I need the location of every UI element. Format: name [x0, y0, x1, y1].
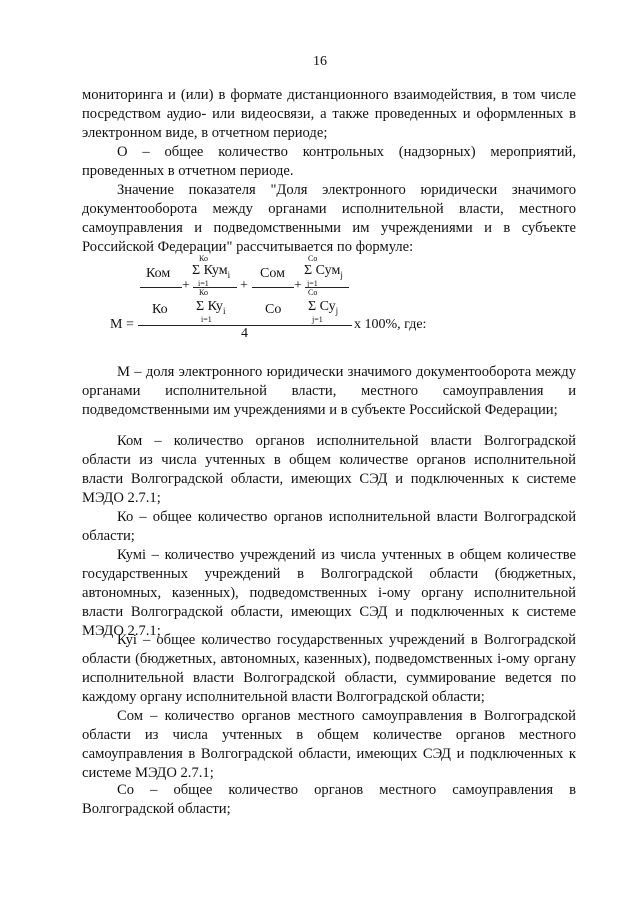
- formula-limit-lower-i: i=1: [198, 279, 209, 288]
- formula-plus: +: [182, 278, 190, 293]
- definition-ko: Ко – общее количество органов исполнительной власти Волгоградской области;: [82, 509, 576, 544]
- formula-plus: +: [240, 278, 248, 293]
- page-number: 16: [313, 54, 327, 69]
- definition-m: М – доля электронного юридически значимого документооборота между органами исполнительной власти, местного самоуправления и подведомственными им учреждениями и в субъекте Российской Федерации;: [82, 364, 576, 418]
- formula-limit-lower-j: j=1: [312, 315, 323, 324]
- definition-kum: Кумi – количество учреждений из числа учтенных в общем количестве государственных учреждений в Волгоградской области (бюджетных, автономных, казенных), подведомственных i-ому органу исполнительной власти Волгоградской области, имеющих СЭД и подключенных к системе МЭДО 2.7.1;: [82, 547, 576, 639]
- definition-kom: Ком – количество органов исполнительной власти Волгоградской области из числа учтенных в общем количестве органов исполнительной власти Волгоградской области, имеющих СЭД и подключенных к системе МЭДО 2.7.1;: [82, 433, 576, 506]
- definition-som: Сом – количество органов местного самоуправления в Волгоградской области из числа учтенных в общем количестве органов местного самоуправления в Волгоградской области, имеющих СЭД и подключенных к системе МЭДО 2.7.1;: [82, 708, 576, 781]
- formula-ko: Ко: [152, 302, 168, 317]
- formula-limit-upper-ko: Ко: [199, 288, 208, 297]
- fraction-bar-som: [252, 287, 294, 288]
- formula-plus: +: [294, 278, 302, 293]
- formula-tail: x 100%, где:: [354, 317, 427, 332]
- definition-so: Со – общее количество органов местного самоуправления в Волгоградской области;: [82, 782, 576, 817]
- formula-lhs: M =: [110, 317, 134, 332]
- paragraph-indicator-intro: Значение показателя "Доля электронного юридически значимого документооборота между органами исполнительной власти, местного самоуправления и подведомственными им учреждениями и в субъекте Российской Федерации" рассчитывается по формуле:: [82, 182, 576, 255]
- fraction-bar-kom: [140, 287, 182, 288]
- formula-so: Со: [265, 302, 282, 317]
- formula-sum-sum: Σ Сум$_j$: [304, 263, 343, 280]
- formula: [100, 254, 580, 344]
- definition-ku: Куi – общее количество государственных учреждений в Волгоградской области (бюджетных, автономных, казенных), подведомственных i-ому органу исполнительной власти Волгоградской области, суммирование ведется по каждому органу исполнительной власти Волгоградской области;: [82, 632, 576, 705]
- formula-limit-upper-ko: Ко: [199, 254, 208, 263]
- formula-kom: Ком: [146, 266, 171, 281]
- formula-limit-lower-j: j=1: [307, 279, 318, 288]
- paragraph-o-definition: О – общее количество контрольных (надзорных) мероприятий, проведенных в отчетном периоде.: [82, 144, 576, 179]
- formula-limit-upper-so: Со: [308, 254, 318, 263]
- formula-sum-su: Σ $Су_j$: [308, 299, 339, 316]
- formula-som: Сом: [260, 266, 285, 281]
- formula-limit-lower-i: i=1: [201, 315, 212, 324]
- paragraph-continuation: мониторинга и (или) в формате дистанционного взаимодействия, в том числе посредством аудио- или видеосвязи, а также проведенных и оформленных в электронном виде, в отчетном периоде;: [82, 87, 576, 141]
- formula-limit-upper-so: Со: [308, 288, 318, 297]
- formula-denominator: 4: [241, 326, 248, 341]
- formula-sum-kum: Σ Кум$_i$: [192, 263, 231, 280]
- formula-sum-ku: Σ $Ку_i$: [196, 299, 226, 316]
